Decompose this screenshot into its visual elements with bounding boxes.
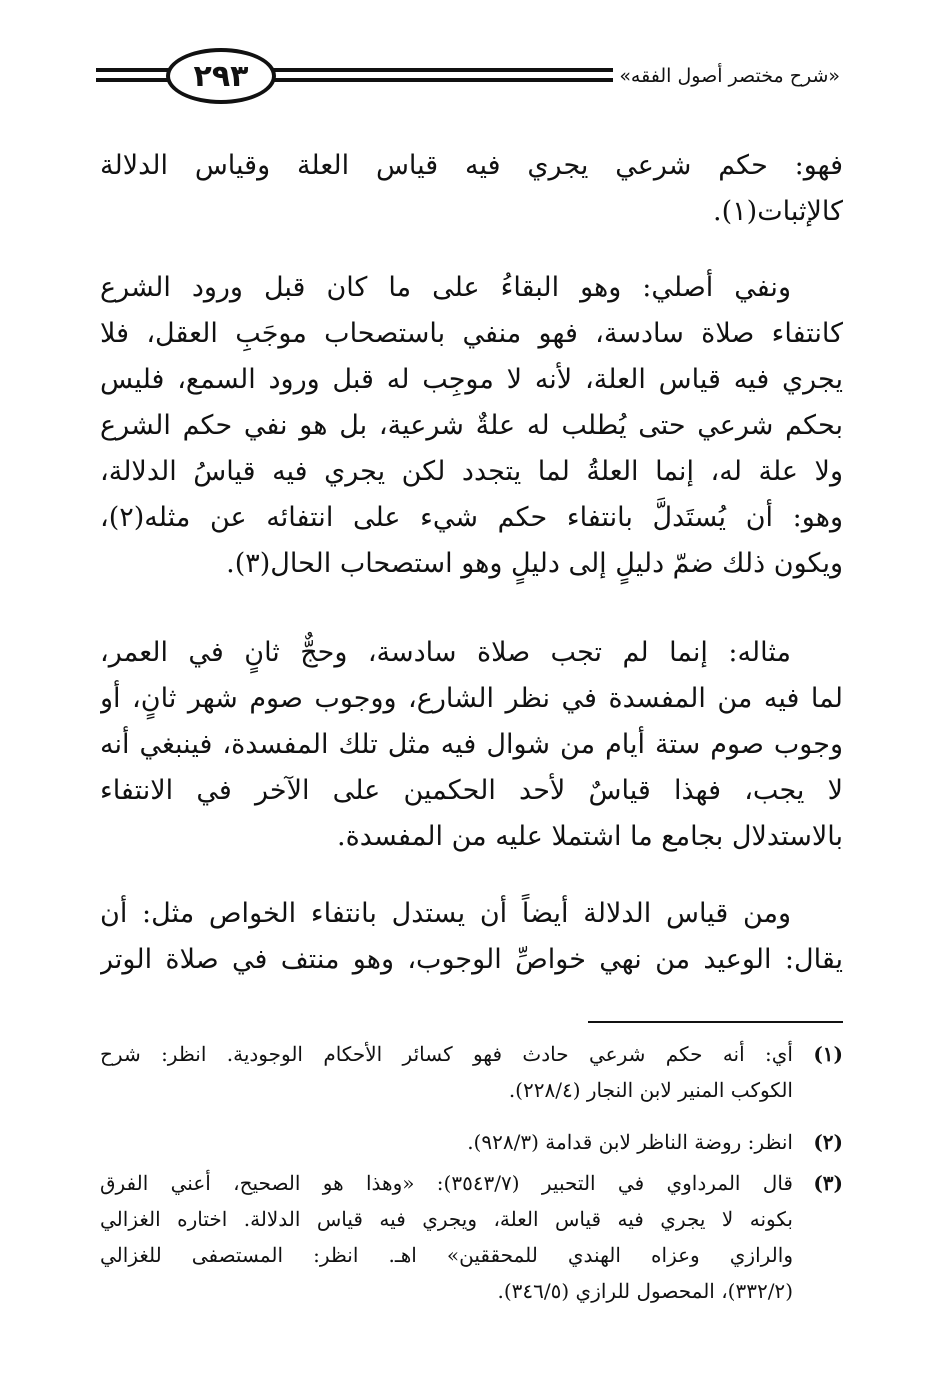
text-line: فهو: حكم شرعي يجري فيه قياس العلة وقياس الدلالة: [100, 150, 843, 181]
footnote-1: [100, 1036, 843, 1108]
text-line: كالإثبات(١).: [713, 196, 843, 227]
text-line: ويكون ذلك ضمّ دليلٍ إلى دليلٍ وهو استصحاب الحال(٣).: [226, 548, 843, 579]
paragraph-1: [100, 143, 843, 235]
running-title: «شرح مختصر أصول الفقه»: [613, 62, 846, 90]
footnote-line: والرازي وعزاه الهندي للمحققين» اهـ. انظر: المستصفى للغزالي: [100, 1243, 793, 1267]
text-line: لما فيه من المفسدة في نظر الشارع، ووجوب صوم شهر ثانٍ، أو: [100, 683, 843, 714]
text-line: يجري فيه قياس العلة، لأنه لا موجِب له قبل ورود السمع، فليس: [100, 364, 843, 395]
footnote-line: بكونه لا يجري فيه قياس العلة، ويجري فيه قياس الدلالة. اختاره الغزالي: [100, 1207, 793, 1231]
footnote-line: انظر: روضة الناظر لابن قدامة (٩٢٨/٣).: [467, 1130, 793, 1154]
text-line: بحكم شرعي حتى يُطلب له علةٌ شرعية، بل هو نفي حكم الشرع: [100, 410, 843, 441]
footnote-number: (٣): [813, 1171, 843, 1195]
text-line: مثاله: إنما لم تجب صلاة سادسة، وحجٌّ ثانٍ في العمر،: [100, 637, 791, 668]
text-line: يقال: الوعيد من نهي خواصِّ الوجوب، وهو منتف في صلاة الوتر: [100, 944, 843, 975]
paragraph-4: [100, 891, 843, 983]
paragraph-2: [100, 265, 843, 587]
footnote-line: الكوكب المنير لابن النجار (٢٢٨/٤).: [508, 1078, 793, 1102]
text-line: كانتفاء صلاة سادسة، فهو منفي باستصحاب موجَبِ العقل، فلا: [100, 318, 843, 349]
text-line: ومن قياس الدلالة أيضاً أن يستدل بانتفاء الخواص مثل: أن: [100, 898, 791, 929]
footnote-line: (٣٣٢/٢)، المحصول للرازي (٣٤٦/٥).: [497, 1279, 793, 1303]
footnote-number: (١): [813, 1042, 843, 1066]
page-number: ٢٩٣: [166, 48, 276, 104]
footnote-separator: [588, 1021, 843, 1023]
text-line: ولا علة له، إنما العلةُ لما يتجدد لكن يجري فيه قياسُ الدلالة،: [100, 456, 843, 487]
text-line: بالاستدلال بجامع ما اشتملا عليه من المفسدة.: [337, 821, 843, 852]
paragraph-3: [100, 630, 843, 860]
text-line: وجوب صوم ستة أيام من شوال فيه مثل تلك المفسدة، فينبغي أنه: [100, 729, 843, 760]
text-line: لا يجب، فهذا قياسٌ لأحد الحكمين على الآخر في الانتفاء: [100, 775, 843, 806]
footnote-line: أي: أنه حكم شرعي حادث فهو كسائر الأحكام الوجودية. انظر: شرح: [100, 1042, 793, 1066]
footnote-number: (٢): [813, 1130, 843, 1154]
footnote-3: [100, 1165, 843, 1309]
text-line: وهو: أن يُستَدلَّ بانتفاء حكم شيء على انتفائه عن مثله(٢)،: [100, 502, 843, 533]
text-line: ونفي أصلي: وهو البقاءُ على ما كان قبل ورود الشرع: [100, 272, 791, 303]
footnote-line: قال المرداوي في التحبير (٣٥٤٣/٧): «وهذا هو الصحيح، أعني الفرق: [100, 1171, 793, 1195]
footnote-2: [100, 1124, 843, 1160]
